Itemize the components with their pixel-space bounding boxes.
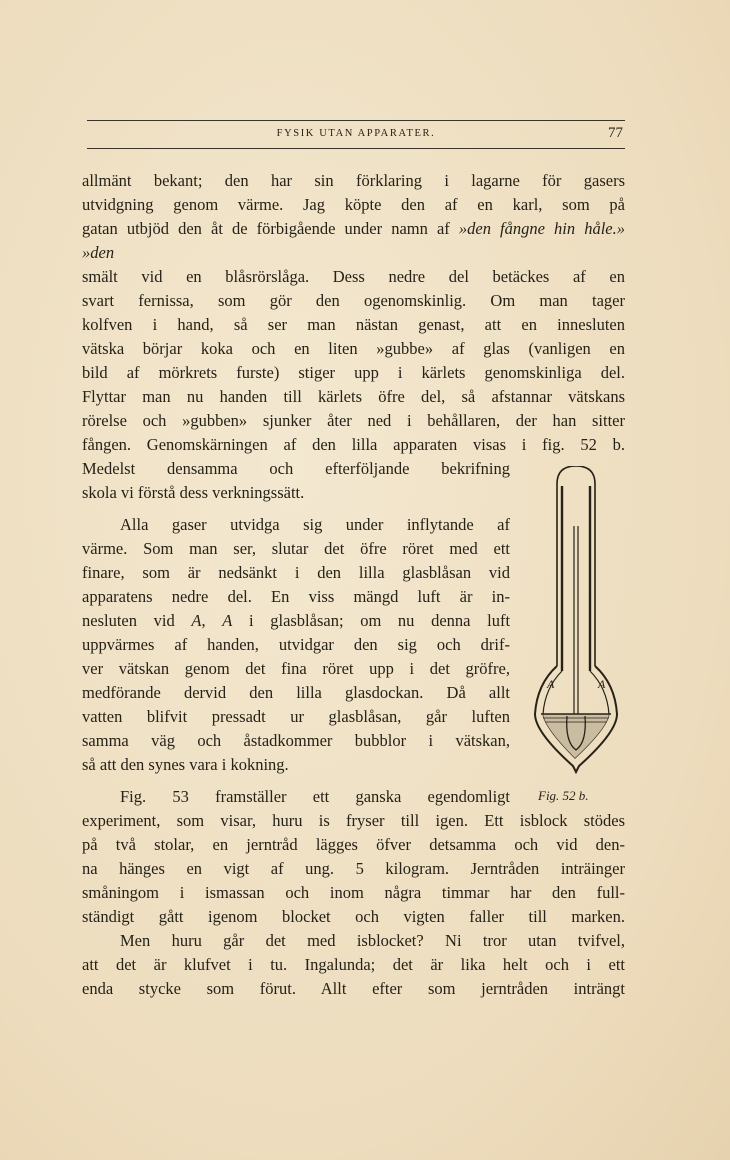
page-number: 77 [608, 125, 623, 141]
label-a-right: A [598, 677, 606, 691]
text-line: Alla gaser utvidga sig under inflytande af [120, 515, 510, 534]
text-line: att det är klufvet i tu. Ingalunda; det är lika helt och i ett [82, 955, 625, 974]
header-rule-top [87, 120, 625, 121]
figure-52b-illustration [523, 466, 623, 784]
text-line: allmänt bekant; den har sin förklaring i lagarne för gasers [82, 171, 625, 190]
text-line: så att den synes vara i kokning. [82, 755, 289, 774]
text-line: samma väg och åstadkommer bubblor i vätskan, [82, 731, 510, 750]
running-title: FYSIK UTAN APPARATER. [276, 128, 436, 139]
text-line: smält vid en blåsrörslåga. Dess nedre del betäckes af en [82, 267, 625, 286]
text-line: kolfven i hand, så ser man nästan genast, att en innesluten [82, 315, 625, 334]
text-line: fången. Genomskärningen af den lilla apparaten visas i fig. 52 b. [82, 435, 625, 454]
text-line: enda stycke som förut. Allt efter som jerntråden inträngt [82, 979, 625, 998]
text-line: Medelst densamma och efterföljande bekrifning [82, 459, 510, 478]
text-line: »den [82, 243, 115, 262]
figure-caption: Fig. 52 b. [538, 788, 589, 803]
liquid [543, 714, 609, 758]
text-line: utvidgning genom värme. Jag köpte den af en karl, som på [82, 195, 625, 214]
text-line: gatan utbjöd den åt de förbigående under namn af »den fångne hin håle.» [82, 219, 625, 238]
text-line: apparatens nedre del. En viss mängd luft är in- [82, 587, 510, 606]
text-line: uppvärmes af handen, utvidgar den sig och drif- [82, 635, 510, 654]
text-line: Fig. 53 framställer ett ganska egendomligt [120, 787, 510, 806]
label-a-left: A [547, 677, 555, 691]
text-line: ständigt gått igenom blocket och vigten faller till marken. [82, 907, 625, 926]
text-line: Flyttar man nu handen till kärlets öfre del, så afstannar vätskans [82, 387, 625, 406]
text-line: vatten blifvit pressadt ur glasblåsan, går luften [82, 707, 510, 726]
text-line: medförande dervid den lilla glasdockan. Då allt [82, 683, 510, 702]
text-line: skola vi förstå dess verkningssätt. [82, 483, 305, 502]
text-line: na hänges en vigt af ung. 5 kilogram. Jerntråden inträinger [82, 859, 625, 878]
text-line: nesluten vid A, A i glasblåsan; om nu denna luft [82, 611, 511, 630]
text-line: vätska börjar koka och en liten »gubbe» af glas (vanligen en [82, 339, 625, 358]
text-line: ver vätskan genom det fina röret upp i det gröfre, [82, 659, 510, 678]
text-line: experiment, som visar, huru is fryser till igen. Ett isblock stödes [82, 811, 625, 830]
text-line: bild af mörkrets furste) stiger upp i kärlets genomskinliga del. [82, 363, 625, 382]
header-rule-bottom [87, 148, 625, 149]
running-head [87, 125, 625, 143]
text-line: Men huru går det med isblocket? Ni tror utan tvifvel, [120, 931, 625, 950]
text-line: värme. Som man ser, slutar det öfre röret med ett [82, 539, 510, 558]
text-line: småningom i ismassan och inom några timmar har den full- [82, 883, 625, 902]
text-line: svart fernissa, som gör den ogenomskinlig. Om man tager [82, 291, 625, 310]
glass-flask-diagram [523, 466, 623, 784]
text-line: på två stolar, en jerntråd lägges öfver detsamma och vid den- [82, 835, 625, 854]
text-line: finare, som är nedsänkt i den lilla glasblåsan vid [82, 563, 510, 582]
text-line: rörelse och »gubben» sjunker åter ned i behållaren, der han sitter [82, 411, 625, 430]
